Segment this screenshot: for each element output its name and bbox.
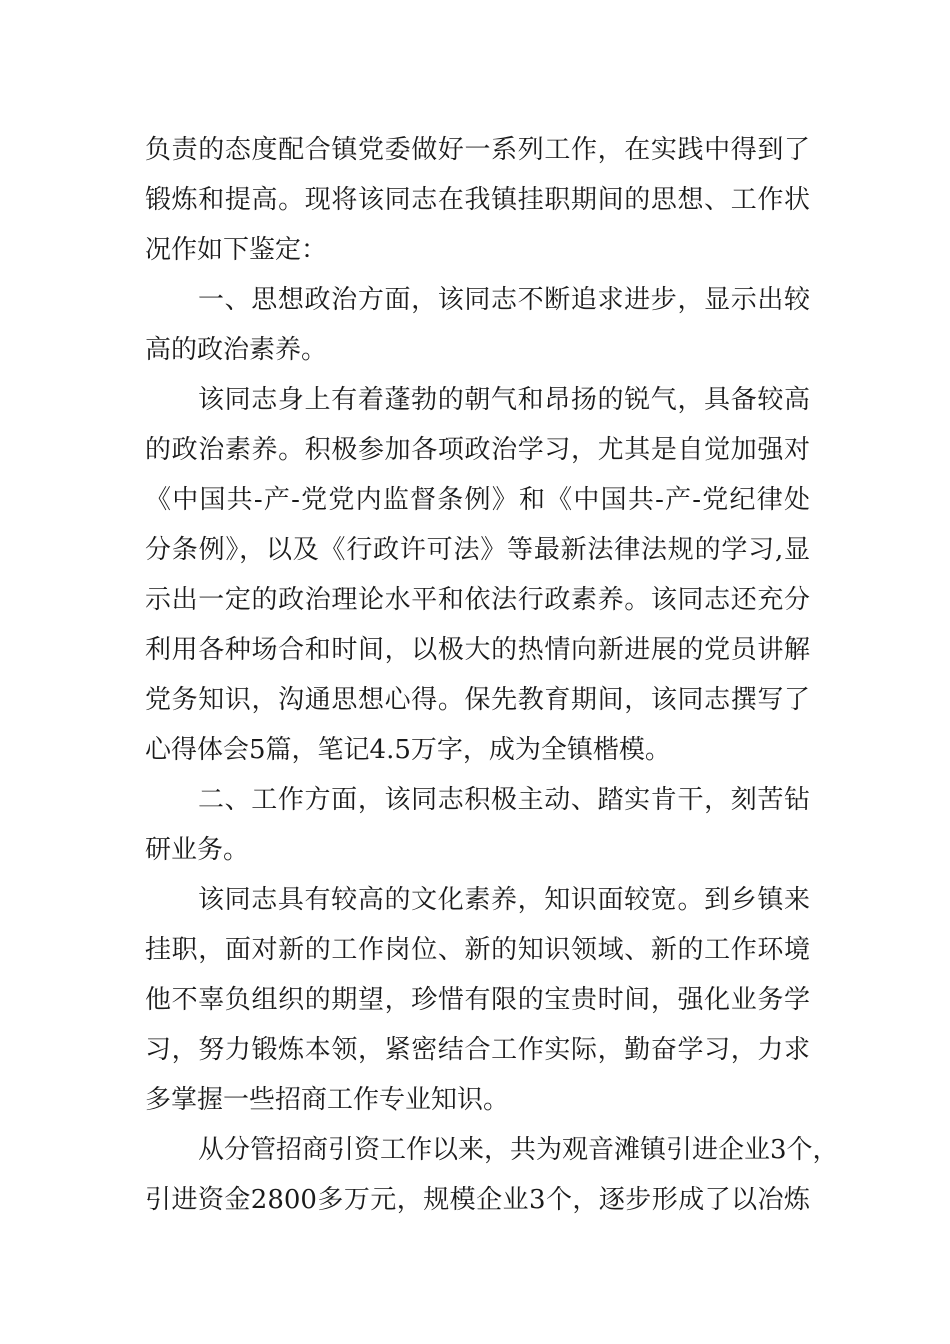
text-line: 该同志身上有着蓬勃的朝气和昂扬的锐气，具备较高 xyxy=(198,385,810,415)
text-line: 从分管招商引资工作以来，共为观音滩镇引进企业3个， xyxy=(198,1135,839,1165)
text-line: 分条例》，以及《行政许可法》等最新法律法规的学习,显 xyxy=(145,535,810,565)
text-line: 挂职，面对新的工作岗位、新的知识领域、新的工作环境 xyxy=(145,935,810,965)
document-page xyxy=(145,125,839,1225)
text-line: 党务知识，沟通思想心得。保先教育期间，该同志撰写了 xyxy=(145,685,810,715)
text-line: 的政治素养。积极参加各项政治学习，尤其是自觉加强对 xyxy=(145,435,810,465)
text-line: 负责的态度配合镇党委做好一系列工作，在实践中得到了 xyxy=(145,135,810,165)
text-line: 心得体会5篇，笔记4.5万字，成为全镇楷模。 xyxy=(145,735,671,765)
text-line: 引进资金2800多万元，规模企业3个，逐步形成了以冶炼 xyxy=(145,1185,810,1215)
text-line: 该同志具有较高的文化素养，知识面较宽。到乡镇来 xyxy=(198,885,810,915)
text-line: 示出一定的政治理论水平和依法行政素养。该同志还充分 xyxy=(145,585,810,615)
text-line: 况作如下鉴定： xyxy=(145,235,328,265)
text-line: 他不辜负组织的期望，珍惜有限的宝贵时间，强化业务学 xyxy=(145,985,810,1015)
text-line: 一、思想政治方面，该同志不断追求进步，显示出较 xyxy=(198,285,810,315)
text-line: 《中国共-产-党党内监督条例》和《中国共-产-党纪律处 xyxy=(145,485,810,515)
text-line: 研业务。 xyxy=(145,835,250,865)
text-line: 多掌握一些招商工作专业知识。 xyxy=(145,1085,510,1115)
text-line: 锻炼和提高。现将该同志在我镇挂职期间的思想、工作状 xyxy=(145,185,810,215)
text-line: 二、工作方面，该同志积极主动、踏实肯干，刻苦钻 xyxy=(198,785,810,815)
text-line: 利用各种场合和时间，以极大的热情向新进展的党员讲解 xyxy=(145,635,810,665)
text-line: 习，努力锻炼本领，紧密结合工作实际，勤奋学习，力求 xyxy=(145,1035,810,1065)
text-line: 高的政治素养。 xyxy=(145,335,328,365)
